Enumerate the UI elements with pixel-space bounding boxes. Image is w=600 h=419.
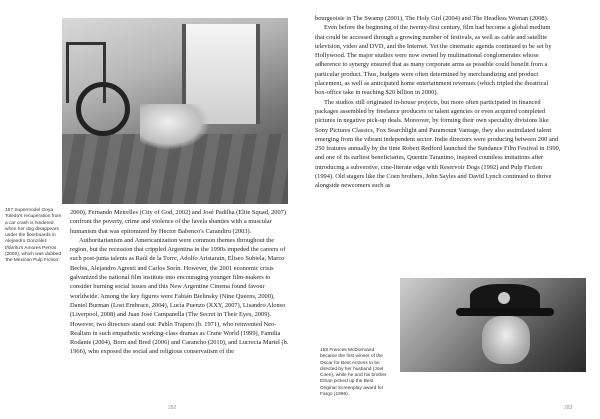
paragraph: 2000), Fernando Meirelles (City of God, 2002) and José Padilha (Elite Squad, 2007) confront the poverty, crime and violence of the favela shanties with a muscular humanism that was epitomized by Hector Babenco's Carandiru (2003).	[70, 209, 287, 235]
photo-face	[482, 316, 530, 364]
amores-perros-photo	[62, 18, 288, 204]
photo-hat-badge	[498, 292, 510, 304]
fargo-photo	[400, 278, 586, 372]
paragraph: bourgeoisie in The Swamp (2001), The Holy Girl (2004) and The Headless Woman (2008).	[315, 15, 549, 22]
photo-hat-brim	[456, 308, 554, 316]
photo-wheelchair-wheel	[76, 82, 130, 136]
figure-caption-158: 158 Frances McDormand became the first winner of the Oscar for Best Actress to be directed by her husband (Joel Coen), while he and his brother Ethan picked up the Best Original Screenplay award for Fargo (1996).	[320, 348, 387, 398]
right-page	[300, 0, 600, 419]
page-number: 282	[168, 405, 177, 411]
photo-figure	[140, 104, 210, 150]
left-body-text	[70, 208, 292, 357]
right-body-text	[315, 14, 561, 191]
paragraph: Even before the beginning of the twenty-first century, film had become a global medium that could be accessed through a growing number of festivals, as well as cable and satellite television, video and DVD, and the Internet. Yet the cinematic agenda continued to be set by Hollywood. The major studios were now owned by multinational conglomerates whose adherence to synergy ensured that as many corporate arms as possible could benefit from a particular product. Thus, budgets were often determined by merchandizing and product placement, as well as anticipated home entertainment revenues (which tripled the theatrical box-office take in reaching $20 billion in 2000).	[315, 24, 552, 97]
page-number: 283	[564, 405, 573, 411]
paragraph: The studios still originated in-house projects, but more often participated in financed packages assembled by freelance producers or talent agencies or even acquired completed pictures in negative pick-up deals. Moreover, by forming their own speciality divisions like Sony Pictures Classics, Fox Searchlight and Paramount Vantage, they also assimilated talent emerging from the vibrant independent sector. Indie directors were producing between 200 and 250 features annually by the time Robert Redford launched the Sundance Film Festival in 1990, and one of its earliest beneficiaries, Quentin Tarantino, inspired countless imitations after introducing a subversive, cine-literate edge with Reservoir Dogs (1992) and Pulp Fiction (1994). Old stagers like the Coen brothers, John Sayles and David Lynch continued to thrive alongside newcomers such as	[315, 98, 561, 190]
figure-caption-157: 157 Supermodel Goya Toledo's recuperation from a car crash is hindered when her dog disappears under the floorboards in Alejandro González Iñárritu's Amores Perros (2000), which was dubbed 'the Mexican Pulp Fiction'.	[5, 208, 62, 264]
paragraph: Authoritarianism and Americanization were common themes throughout the region, but the recession that crippled Argentina in the 1990s impeded the careers of such post-junta talents as Raúl de la Torre, Adolfo Aristarain, Eliseo Subiela, Marco Bechis, Alejandro Agresti and Carlos Sorín. However, the 2001 economic crisis galvanized the national film institute into encouraging younger film-makers to consider burning social issues and this New Argentine Cinema found favour worldwide. Among the key figures were Fabián Bielinsky (Nine Queens, 2000), Daniel Burman (Lost Embrace, 2004), Lucía Puenzo (XXY, 2007), Lisandro Alonso (Liverpool, 2008) and Juan José Campanella (The Secret in Their Eyes, 2009). However, two directors stand out: Pablo Trapero (b. 1971), who reinvented Neo-Realism in such empathetic working-class dramas as Crane World (1999), Familia Rodante (2004), Born and Bred (2006) and Carancho (2010), and Lucrecia Martel (b. 1966), who exposed the social and religious conservatism of the	[70, 236, 289, 356]
